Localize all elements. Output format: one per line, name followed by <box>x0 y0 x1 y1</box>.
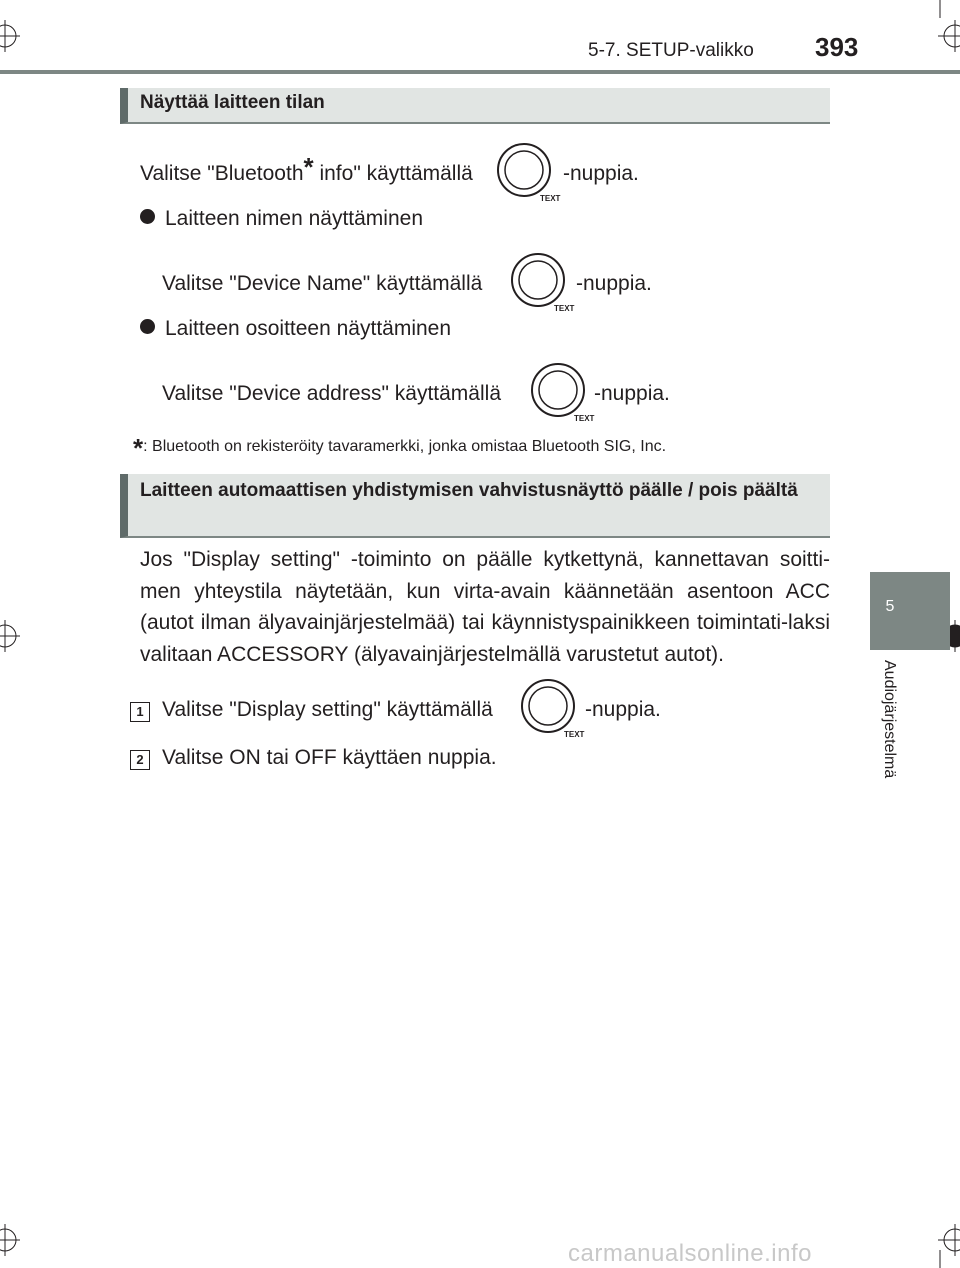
crop-mark-top-right <box>938 0 960 52</box>
text-knob-icon <box>510 250 575 314</box>
bullet-text: Laitteen nimen näyttäminen <box>165 207 423 230</box>
bullet-dot <box>140 319 155 334</box>
instruction-text: Valitse "Bluetooth <box>140 162 304 185</box>
step-number-badge: 1 <box>130 702 150 722</box>
bullet-text: Laitteen osoitteen näyttäminen <box>165 317 452 340</box>
instruction-text: info" käyttämällä <box>313 162 473 185</box>
footnote <box>133 427 667 463</box>
chapter-title: Audiojärjestelmä <box>881 660 898 779</box>
header-rule <box>0 70 960 74</box>
crop-mark-bottom-right <box>938 1224 960 1268</box>
text-knob-icon <box>520 676 585 740</box>
knob-text-label: TEXT <box>540 194 561 203</box>
crop-mark-bottom-left <box>0 1224 20 1256</box>
footnote-marker: * <box>303 152 314 182</box>
instruction-text: Valitse "Device Name" käyttämällä <box>162 272 483 295</box>
step-text: Valitse ON tai OFF käyttäen nuppia. <box>162 746 497 769</box>
knob-text-label: TEXT <box>554 304 575 313</box>
crop-mark-mid-left <box>0 620 20 652</box>
crop-mark-top-left <box>0 20 20 52</box>
text-knob-icon <box>530 360 595 424</box>
instruction-line <box>140 152 473 186</box>
instruction-text: Valitse "Device address" käyttämällä <box>162 382 501 405</box>
bullet-item <box>140 317 451 341</box>
step-suffix: -nuppia. <box>585 698 661 721</box>
step-number-badge: 2 <box>130 750 150 770</box>
bullet-dot <box>140 209 155 224</box>
section-title: 5-7. SETUP-valikko <box>588 40 754 61</box>
watermark: carmanualsonline.info <box>568 1240 812 1267</box>
instruction-suffix: -nuppia. <box>594 382 670 405</box>
body-paragraph: Jos "Display setting" -toiminto on päälle kytkettynä, kannettavan soitti-men yhteystila näytetään, kun virta-avain käännetään asentoon ACC (autot ilman älyavainjärjestelmää) tai käynnistyspainikkeen toimintati-laksi valitaan ACCESSORY (älyavainjärjestelmällä varustetut autot). <box>140 548 830 666</box>
knob-text-label: TEXT <box>574 414 595 423</box>
text-knob-icon <box>496 140 561 204</box>
bullet-item <box>140 207 423 231</box>
page-number: 393 <box>815 32 859 62</box>
instruction-suffix: -nuppia. <box>563 162 639 185</box>
footnote-marker: * <box>133 433 144 463</box>
footnote-text: : Bluetooth on rekisteröity tavaramerkki, jonka omistaa Bluetooth SIG, Inc. <box>143 438 667 455</box>
knob-text-label: TEXT <box>564 730 585 739</box>
section-heading: Näyttää laitteen tilan <box>120 88 830 124</box>
section-heading: Laitteen automaattisen yhdistymisen vahvistusnäyttö päälle / pois päältä <box>120 474 830 538</box>
instruction-suffix: -nuppia. <box>576 272 652 295</box>
chapter-number: 5 <box>885 598 895 615</box>
step-text: Valitse "Display setting" käyttämällä <box>162 698 493 721</box>
